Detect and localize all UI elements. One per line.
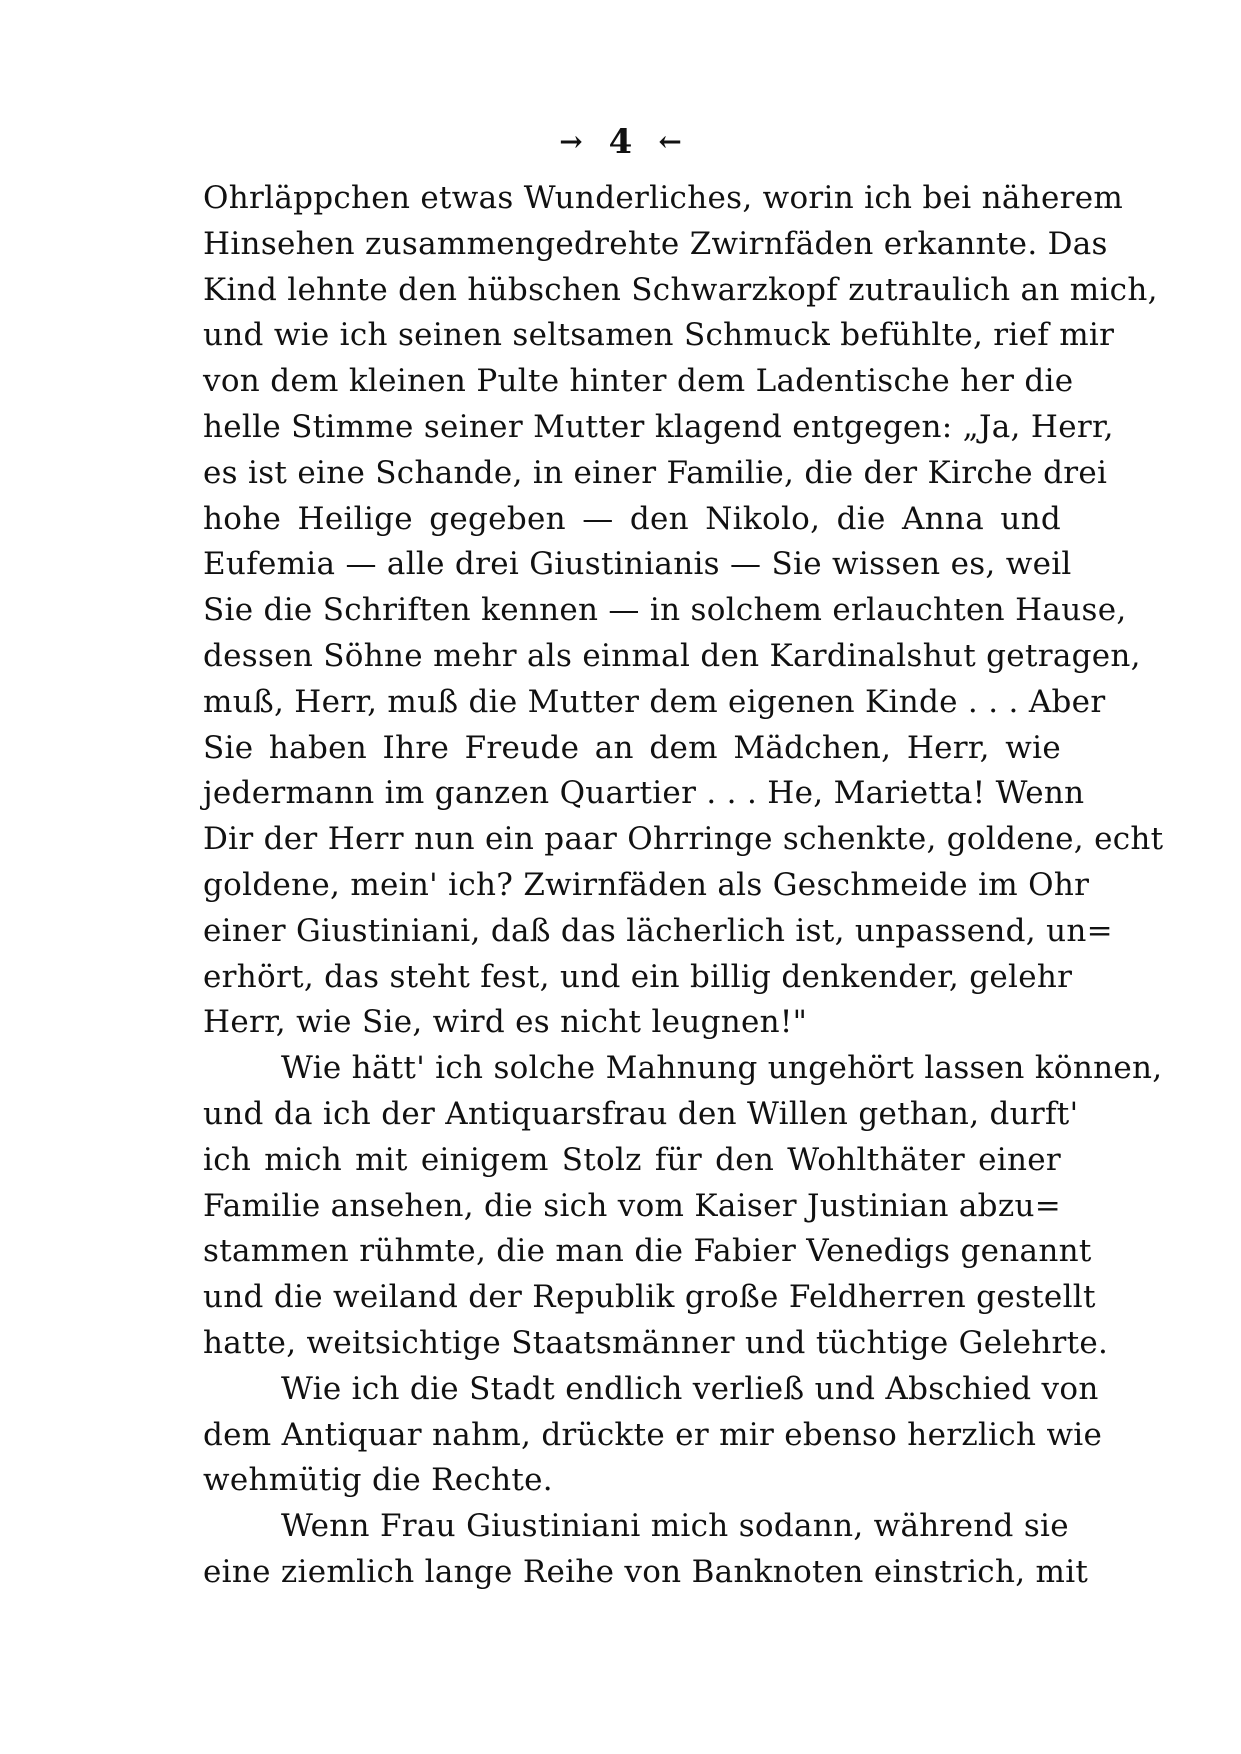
text-line: Wenn Frau Giustiniani mich sodann, während sie: [281, 1508, 1069, 1545]
text-line: stammen rühmte, die man die Fabier Venedigs genannt: [203, 1233, 1092, 1270]
text-line: Hinsehen zusammengedrehte Zwirnfäden erkannte. Das: [203, 225, 1108, 262]
text-line: Familie ansehen, die sich vom Kaiser Justinian abzu=: [203, 1187, 1061, 1224]
text-line: Wie ich die Stadt endlich verließ und Abschied von: [281, 1370, 1099, 1407]
text-line: helle Stimme seiner Mutter klagend entgegen: „Ja, Herr,: [203, 408, 1114, 445]
text-line: Sie haben Ihre Freude an dem Mädchen, Herr, wie: [203, 729, 1061, 766]
text-line: Eufemia — alle drei Giustinianis — Sie wissen es, weil: [203, 546, 1072, 583]
paragraph-2: [203, 1046, 1163, 1367]
left-ornament: →: [559, 125, 583, 158]
text-line: Dir der Herr nun ein paar Ohrringe schenkte, goldene, echt: [203, 821, 1164, 858]
text-line: goldene, mein' ich? Zwirnfäden als Geschmeide im Ohr: [203, 866, 1090, 903]
body-text: [203, 176, 1164, 1596]
text-line: und wie ich seinen seltsamen Schmuck befühlte, rief mir: [203, 317, 1115, 354]
text-line: Sie die Schriften kennen — in solchem erlauchten Hause,: [203, 592, 1127, 629]
text-line: einer Giustiniani, daß das lächerlich ist, unpassend, un=: [203, 912, 1113, 949]
text-line: erhört, das steht fest, und ein billig denkender, gelehr: [203, 958, 1073, 995]
text-line: dem Antiquar nahm, drückte er mir ebenso herzlich wie: [203, 1416, 1103, 1453]
text-line: hatte, weitsichtige Staatsmänner und tüchtige Gelehrte.: [203, 1324, 1109, 1361]
text-line: Wie hätt' ich solche Mahnung ungehört lassen können,: [281, 1050, 1163, 1087]
text-line: eine ziemlich lange Reihe von Banknoten einstrich, mit: [203, 1553, 1089, 1590]
paragraph-3: [203, 1367, 1103, 1504]
text-line: muß, Herr, muß die Mutter dem eigenen Kinde . . . Aber: [203, 683, 1106, 720]
text-line: ich mich mit einigem Stolz für den Wohlthäter einer: [203, 1141, 1061, 1178]
text-line: von dem kleinen Pulte hinter dem Ladentische her die: [203, 363, 1074, 400]
text-line: Kind lehnte den hübschen Schwarzkopf zutraulich an mich,: [203, 271, 1158, 308]
text-line: und da ich der Antiquarsfrau den Willen gethan, durft': [203, 1095, 1079, 1132]
text-line: es ist eine Schande, in einer Familie, die der Kirche drei: [203, 454, 1108, 491]
page-number: 4: [608, 122, 633, 162]
paragraph-4: [203, 1504, 1089, 1596]
paragraph-1: [203, 176, 1164, 1046]
text-line: Ohrläppchen etwas Wunderliches, worin ich bei näherem: [203, 180, 1124, 216]
page-header: [0, 120, 1241, 162]
text-line: jedermann im ganzen Quartier . . . He, Marietta! Wenn: [203, 775, 1085, 812]
text-line: hohe Heilige gegeben — den Nikolo, die Anna und: [203, 500, 1061, 537]
text-line: wehmütig die Rechte.: [203, 1462, 553, 1499]
text-line: dessen Söhne mehr als einmal den Kardinalshut getragen,: [203, 637, 1141, 674]
right-ornament: ←: [658, 125, 682, 158]
text-line: Herr, wie Sie, wird es nicht leugnen!": [203, 1004, 808, 1041]
text-line: und die weiland der Republik große Feldherren gestellt: [203, 1279, 1096, 1316]
